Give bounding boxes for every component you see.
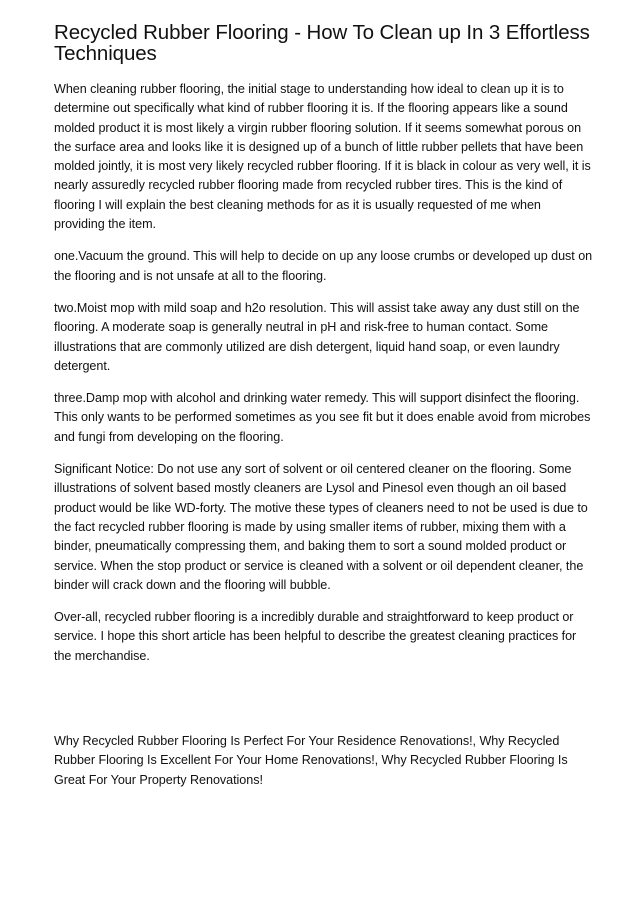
article-body	[54, 80, 594, 790]
document-page	[54, 22, 594, 803]
step-three-paragraph: three.Damp mop with alcohol and drinking water remedy. This will support disinfect the flooring. This only wants to be performed sometimes as you see fit but it does enable avoid from microbes and fungi from developing on the flooring.	[54, 391, 591, 444]
related-articles-text: Why Recycled Rubber Flooring Is Perfect For Your Residence Renovations!, Why Recycled Rubber Flooring Is Excellent For Your Home Renovations!, Why Recycled Rubber Flooring Is Great For Your Property Renovations!	[54, 734, 568, 787]
notice-paragraph: Significant Notice: Do not use any sort of solvent or oil centered cleaner on the flooring. Some illustrations of solvent based mostly cleaners are Lysol and Pinesol even though an oil based product would be like WD-forty. The motive these types of cleaners need to not be used is due to the fact recycled rubber flooring is made by using smaller items of rubber, mixing them with a binder, pneumatically compressing them, and baking them to sort a sound molded product or service. When the stop product or service is cleaned with a solvent or oil dependent cleaner, the binder will crack down and the flooring will bubble.	[54, 462, 588, 592]
intro-paragraph: When cleaning rubber flooring, the initial stage to understanding how ideal to clean up it is to determine out specifically what kind of rubber flooring it is. If the flooring appears like a sound molded product it is most likely a virgin rubber flooring solution. If it seems somewhat porous on the surface area and looks like it is designed up of a bunch of little rubber pellets that have been molded jointly, it is most very likely recycled rubber flooring. If it is black in colour as very well, it is nearly assuredly recycled rubber flooring made from recycled rubber tires. This is the kind of flooring I will explain the best cleaning methods for as it is usually requested of me when providing the item.	[54, 82, 591, 232]
step-one-paragraph: one.Vacuum the ground. This will help to decide on up any loose crumbs or developed up dust on the flooring and is not unsafe at all to the flooring.	[54, 249, 593, 283]
page-title: Recycled Rubber Flooring - How To Clean up In 3 Effortless Techniques	[54, 21, 590, 65]
conclusion-paragraph: Over-all, recycled rubber flooring is a incredibly durable and straightforward to keep product or service. I hope this short article has been helpful to describe the greatest cleaning practices for the merchandise.	[54, 610, 577, 663]
step-two-paragraph: two.Moist mop with mild soap and h2o resolution. This will assist take away any dust still on the flooring. A moderate soap is generally neutral in pH and risk-free to human contact. Some illustrations that are commonly utilized are dish detergent, liquid hand soap, or even laundry detergent.	[54, 300, 580, 373]
